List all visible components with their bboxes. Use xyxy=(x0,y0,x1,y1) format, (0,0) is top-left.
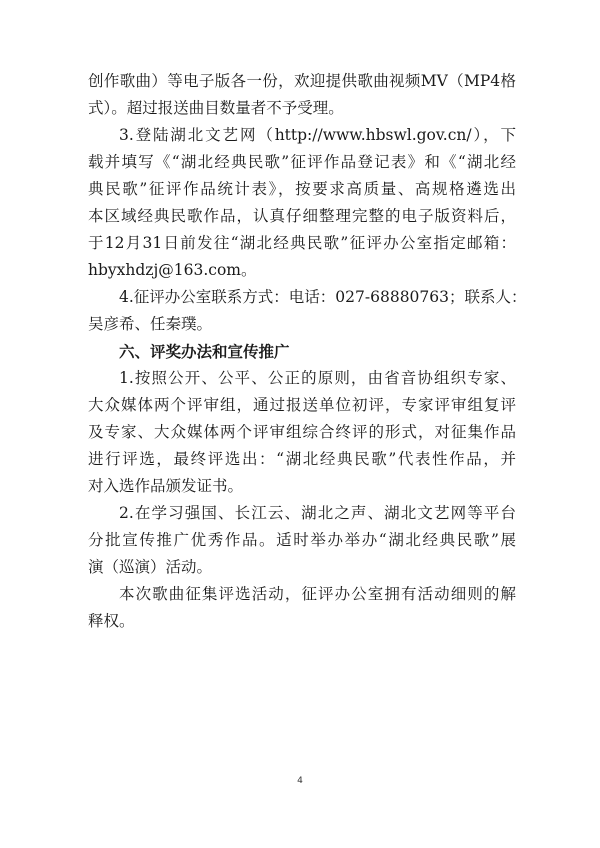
body-line: 分批宣传推广优秀作品。适时举办举办“湖北经典民歌”展 xyxy=(88,531,516,549)
body-line: 吴彦希、任秦璞。 xyxy=(88,315,213,333)
body-line: 于12月31日前发往“湖北经典民歌”征评办公室指定邮箱： xyxy=(88,234,516,252)
body-line: 4.征评办公室联系方式：电话：027-68880763；联系人： xyxy=(119,288,527,306)
body-line: 3.登陆湖北文艺网（http://www.hbswl.gov.cn/），下 xyxy=(119,126,516,144)
body-line: 释权。 xyxy=(88,612,135,630)
page-number: 4 xyxy=(297,776,303,786)
document-body xyxy=(88,68,527,635)
section-heading: 六、评奖办法和宣传推广 xyxy=(119,342,290,361)
body-line: 进行评选，最终评选出：“湖北经典民歌”代表性作品，并 xyxy=(88,450,516,468)
body-line: 本次歌曲征集评选活动，征评办公室拥有活动细则的解 xyxy=(119,585,516,603)
body-line: 典民歌”征评作品统计表》，按要求高质量、高规格遴选出 xyxy=(88,180,516,198)
body-line: 创作歌曲）等电子版各一份，欢迎提供歌曲视频MV（MP4格 xyxy=(88,72,516,90)
body-line: 演（巡演）活动。 xyxy=(88,558,213,576)
body-line: 大众媒体两个评审组，通过报送单位初评，专家评审组复评 xyxy=(88,396,516,414)
body-line: 1.按照公开、公平、公正的原则，由省音协组织专家、 xyxy=(119,369,516,387)
body-line: 对入选作品颁发证书。 xyxy=(88,477,244,495)
body-line: 本区域经典民歌作品，认真仔细整理完整的电子版资料后， xyxy=(88,207,516,225)
body-line: hbyxhdzj@163.com。 xyxy=(88,261,257,279)
body-line: 载并填写《“湖北经典民歌”征评作品登记表》和《“湖北经 xyxy=(88,153,516,171)
body-line: 及专家、大众媒体两个评审组综合终评的形式，对征集作品 xyxy=(88,423,516,441)
body-line: 2.在学习强国、长江云、湖北之声、湖北文艺网等平台 xyxy=(119,504,516,522)
body-line: 式）。超过报送曲目数量者不予受理。 xyxy=(88,99,344,117)
